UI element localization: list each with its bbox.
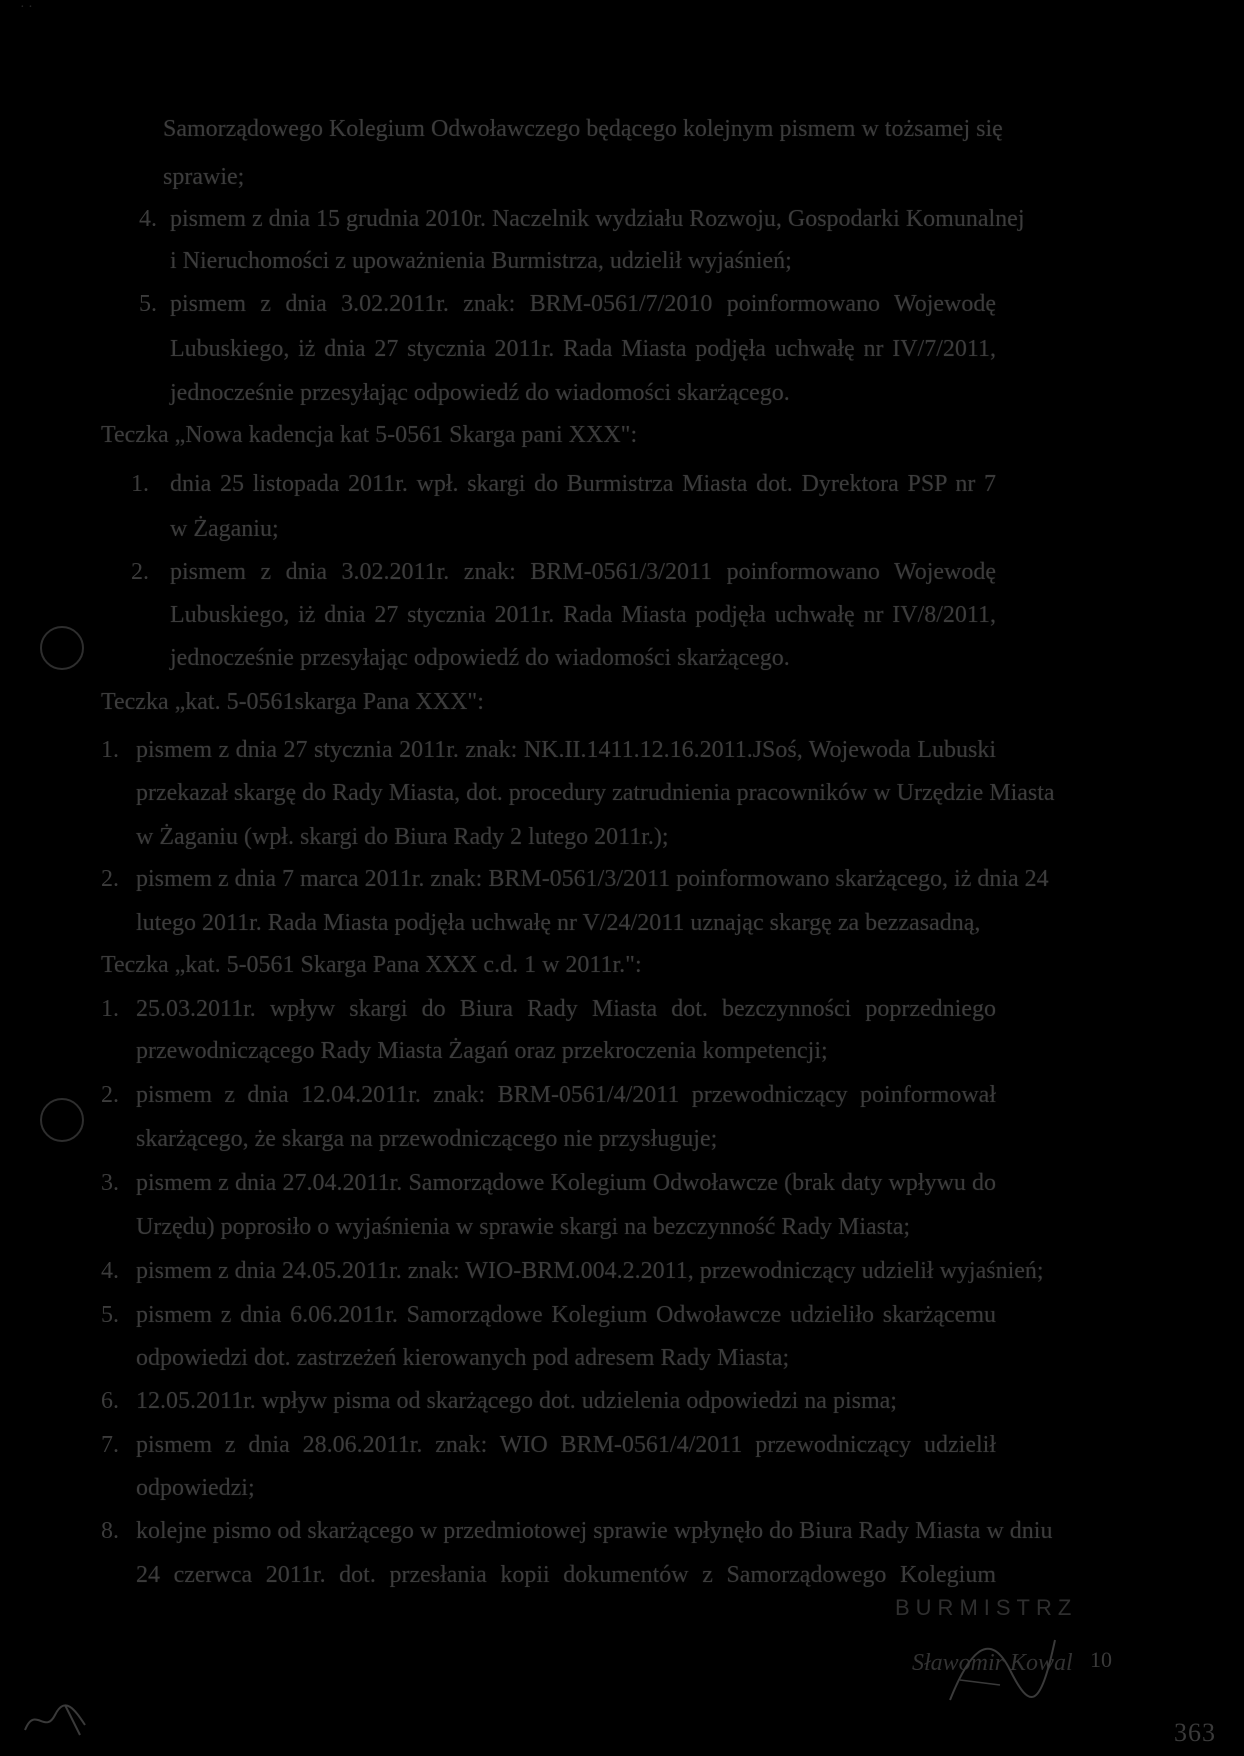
text-line: skarżącego, że skarga na przewodniczącego nie przysługuje; bbox=[136, 1126, 718, 1152]
list-number: 6. bbox=[101, 1388, 119, 1414]
list-number: 2. bbox=[131, 559, 149, 585]
text-line: Lubuskiego, iż dnia 27 stycznia 2011r. Rada Miasta podjęła uchwałę nr IV/8/2011, bbox=[170, 602, 996, 628]
list-number: 8. bbox=[101, 1518, 119, 1544]
list-number: 2. bbox=[101, 866, 119, 892]
text-line: 25.03.2011r. wpływ skargi do Biura Rady Miasta dot. bezczynności poprzedniego bbox=[136, 996, 996, 1022]
text-line: Lubuskiego, iż dnia 27 stycznia 2011r. Rada Miasta podjęła uchwałę nr IV/7/2011, bbox=[170, 336, 996, 362]
list-number: 1. bbox=[131, 471, 149, 497]
list-number: 1. bbox=[101, 737, 119, 763]
text-line: pismem z dnia 28.06.2011r. znak: WIO BRM-0561/4/2011 przewodniczący udzielił bbox=[136, 1432, 996, 1458]
section-heading: Teczka „kat. 5-0561skarga Pana XXX": bbox=[101, 689, 484, 715]
text-line: odpowiedzi dot. zastrzeżeń kierowanych pod adresem Rady Miasta; bbox=[136, 1345, 790, 1371]
text-line: odpowiedzi; bbox=[136, 1475, 255, 1501]
signature-name: Sławomir Kowal bbox=[912, 1650, 1073, 1676]
list-number: 5. bbox=[139, 291, 157, 317]
section-heading: Teczka „kat. 5-0561 Skarga Pana XXX c.d. 1 w 2011r.": bbox=[101, 952, 642, 978]
text-line: pismem z dnia 24.05.2011r. znak: WIO-BRM.004.2.2011, przewodniczący udzielił wyjaśnień; bbox=[136, 1258, 1044, 1284]
text-line: w Żaganiu; bbox=[170, 516, 279, 542]
punch-hole bbox=[40, 1098, 84, 1142]
list-number: 3. bbox=[101, 1170, 119, 1196]
text-line: jednocześnie przesyłając odpowiedź do wiadomości skarżącego. bbox=[170, 380, 790, 406]
text-line: lutego 2011r. Rada Miasta podjęła uchwałę nr V/24/2011 uznając skargę za bezzasadną, bbox=[136, 910, 981, 936]
page-number: 10 bbox=[1090, 1647, 1112, 1672]
list-number: 4. bbox=[139, 206, 157, 232]
text-line: Urzędu) poprosiło o wyjaśnienia w sprawie skargi na bezczynność Rady Miasta; bbox=[136, 1214, 911, 1240]
text-line: kolejne pismo od skarżącego w przedmiotowej sprawie wpłynęło do Biura Rady Miasta w dniu bbox=[136, 1518, 1053, 1544]
signature-title: BURMISTRZ bbox=[895, 1595, 1078, 1620]
list-number: 1. bbox=[101, 996, 119, 1022]
text-line: pismem z dnia 3.02.2011r. znak: BRM-0561/3/2011 poinformowano Wojewodę bbox=[170, 559, 996, 585]
handwritten-signature bbox=[930, 1610, 1070, 1720]
text-line: przekazał skargę do Rady Miasta, dot. procedury zatrudnienia pracowników w Urzędzie Miasta bbox=[136, 780, 1055, 806]
text-line: pismem z dnia 12.04.2011r. znak: BRM-0561/4/2011 przewodniczący poinformował bbox=[136, 1082, 996, 1108]
text-line: pismem z dnia 27.04.2011r. Samorządowe Kolegium Odwoławcze (brak daty wpływu do bbox=[136, 1170, 996, 1196]
text-line: jednocześnie przesyłając odpowiedź do wiadomości skarżącego. bbox=[170, 645, 790, 671]
stamp-number: 363 bbox=[1174, 1718, 1216, 1747]
text-line: pismem z dnia 6.06.2011r. Samorządowe Kolegium Odwoławcze udzieliło skarżącemu bbox=[136, 1302, 996, 1328]
text-line: i Nieruchomości z upoważnienia Burmistrza, udzielił wyjaśnień; bbox=[170, 248, 792, 274]
text-line: Samorządowego Kolegium Odwoławczego będącego kolejnym pismem w tożsamej się bbox=[163, 116, 1003, 142]
text-line: w Żaganiu (wpł. skargi do Biura Rady 2 lutego 2011r.); bbox=[136, 824, 669, 850]
list-number: 5. bbox=[101, 1302, 119, 1328]
text-line: przewodniczącego Rady Miasta Żagań oraz przekroczenia kompetencji; bbox=[136, 1038, 828, 1064]
text-line: sprawie; bbox=[163, 164, 245, 190]
list-number: 4. bbox=[101, 1258, 119, 1284]
header-mark: · · bbox=[20, 0, 33, 15]
text-line: pismem z dnia 7 marca 2011r. znak: BRM-0561/3/2011 poinformowano skarżącego, iż dnia 24 bbox=[136, 866, 1049, 892]
text-line: 12.05.2011r. wpływ pisma od skarżącego dot. udzielenia odpowiedzi na pisma; bbox=[136, 1388, 897, 1414]
text-line: pismem z dnia 15 grudnia 2010r. Naczelnik wydziału Rozwoju, Gospodarki Komunalnej bbox=[170, 206, 1025, 232]
punch-hole bbox=[40, 626, 84, 670]
initials-scribble bbox=[20, 1700, 100, 1740]
text-line: dnia 25 listopada 2011r. wpł. skargi do Burmistrza Miasta dot. Dyrektora PSP nr 7 bbox=[170, 471, 996, 497]
text-line: 24 czerwca 2011r. dot. przesłania kopii dokumentów z Samorządowego Kolegium bbox=[136, 1562, 996, 1588]
text-line: pismem z dnia 27 stycznia 2011r. znak: NK.II.1411.12.16.2011.JSoś, Wojewoda Lubuski bbox=[136, 737, 996, 763]
section-heading: Teczka „Nowa kadencja kat 5-0561 Skarga pani XXX": bbox=[101, 422, 638, 448]
list-number: 7. bbox=[101, 1432, 119, 1458]
list-number: 2. bbox=[101, 1082, 119, 1108]
text-line: pismem z dnia 3.02.2011r. znak: BRM-0561/7/2010 poinformowano Wojewodę bbox=[170, 291, 996, 317]
